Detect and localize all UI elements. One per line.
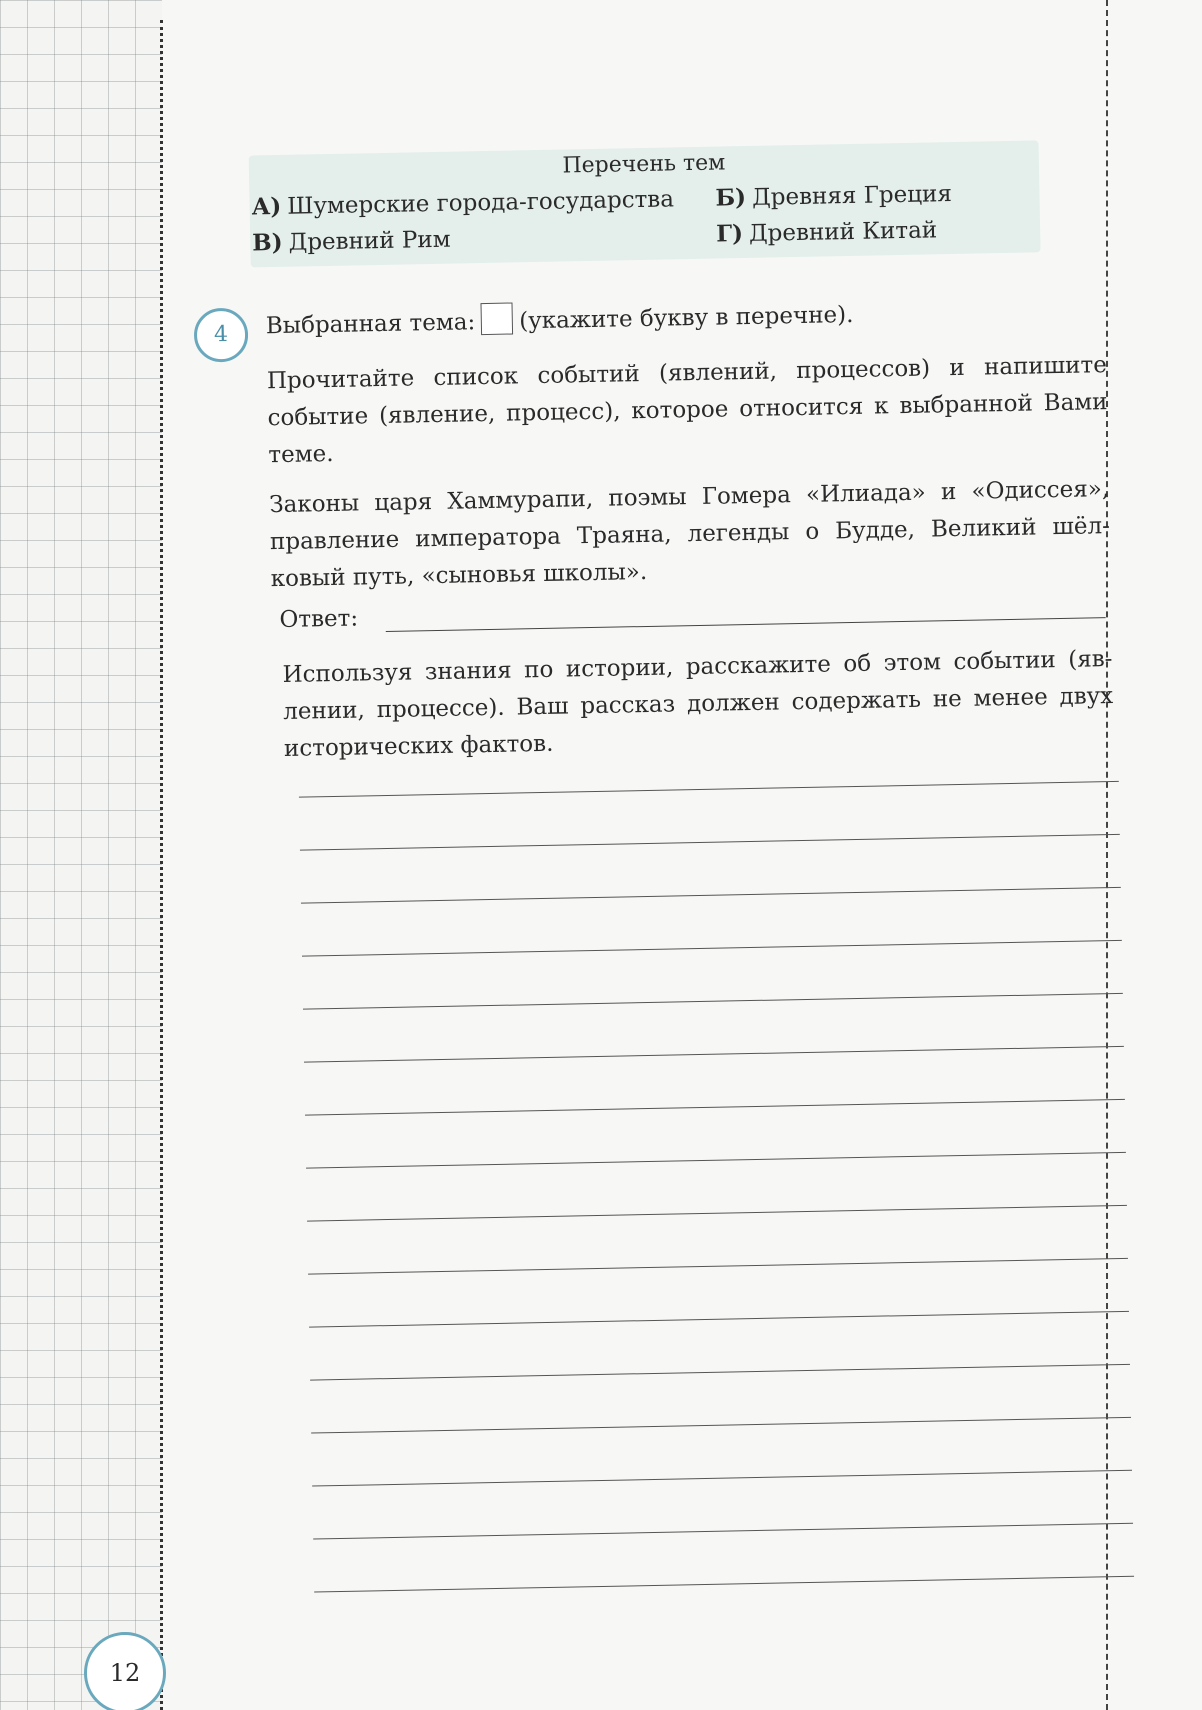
writing-line[interactable]: [305, 1099, 1125, 1116]
writing-line[interactable]: [312, 1470, 1132, 1487]
topic-d-letter: Г): [715, 220, 744, 248]
page-number: 12: [84, 1632, 166, 1710]
writing-line[interactable]: [307, 1205, 1127, 1222]
topics-title: Перечень тем: [562, 150, 726, 179]
topic-c-letter: В): [252, 228, 283, 257]
writing-line[interactable]: [302, 940, 1122, 957]
writing-line[interactable]: [301, 887, 1121, 904]
topic-c: [252, 226, 451, 257]
topic-d: [716, 216, 937, 247]
writing-line[interactable]: [308, 1258, 1128, 1275]
topic-d-name: Древний Китай: [748, 217, 938, 247]
writing-line[interactable]: [309, 1311, 1129, 1328]
writing-line[interactable]: [311, 1417, 1131, 1434]
task-number-badge: 4: [194, 308, 249, 363]
topic-a-letter: А): [251, 192, 282, 221]
topic-b-name: Древняя Греция: [751, 181, 953, 211]
writing-line[interactable]: [300, 834, 1120, 851]
events-list: Законы царя Хаммурапи, поэмы Гомера «Илиада» и «Одиссея», правление императора Траяна, легенды о Будде, Великий шёлковый путь, «сыновья школы».: [269, 476, 1111, 593]
writing-line[interactable]: [310, 1364, 1130, 1381]
chosen-topic-label: Выбранная тема:: [265, 309, 476, 340]
answer-line[interactable]: [386, 617, 1106, 632]
writing-line[interactable]: [314, 1576, 1134, 1593]
topic-letter-input[interactable]: [481, 302, 514, 335]
task-instruction: Прочитайте список событий (явлений, процессов) и напишите событие (явление, процесс), которое относится к выбранной Вами теме.: [266, 352, 1108, 469]
writing-line[interactable]: [306, 1152, 1126, 1169]
topic-a-name: Шумерские города-государства: [286, 186, 675, 220]
topic-c-name: Древний Рим: [288, 226, 451, 256]
answer-label: Ответ:: [279, 605, 359, 634]
writing-line[interactable]: [303, 993, 1123, 1010]
topic-a: [251, 185, 674, 220]
topics-list-box: [249, 140, 1041, 267]
chosen-topic-row: [266, 296, 854, 339]
chosen-topic-hint: (укажите букву в перечне).: [518, 301, 854, 335]
topic-b-letter: Б): [715, 183, 747, 212]
writing-line[interactable]: [313, 1523, 1133, 1540]
topic-b: [715, 180, 952, 212]
writing-line[interactable]: [304, 1046, 1124, 1063]
writing-line[interactable]: [299, 781, 1119, 798]
story-instruction: Используя знания по истории, расскажите об этом событии (явлении, процессе). Ваш рассказ должен содержать не менее двух исторических фактов.: [282, 646, 1114, 762]
